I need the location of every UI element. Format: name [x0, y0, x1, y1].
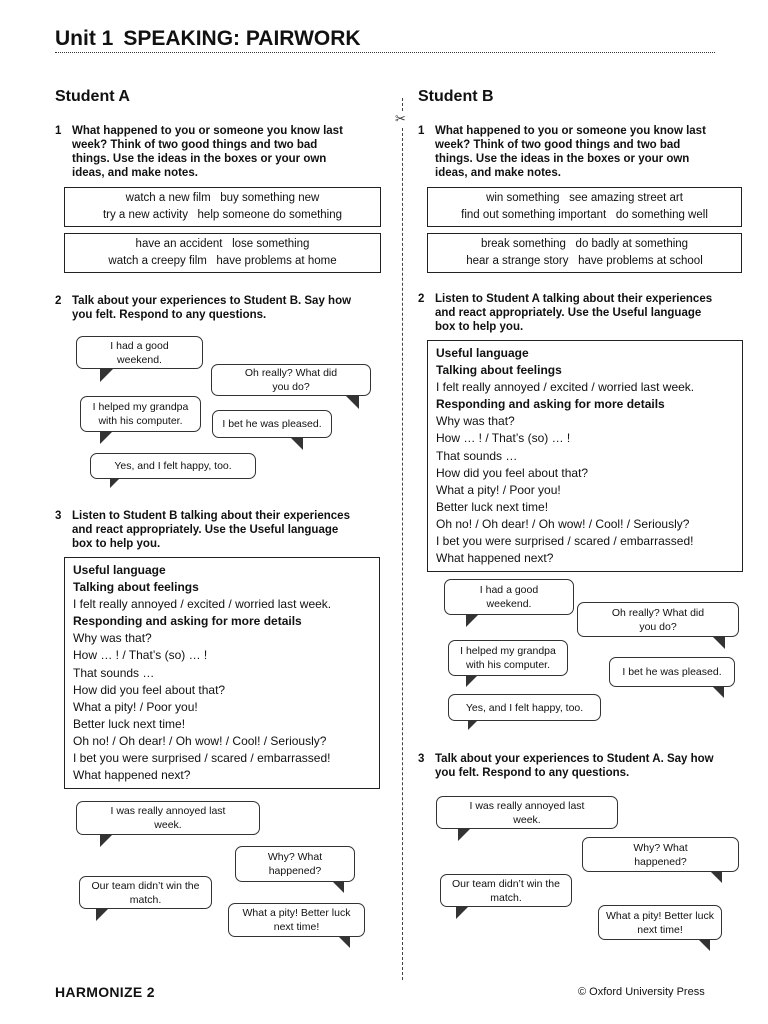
- speech-bubble: [211, 364, 371, 396]
- student-a-bad-ideas-box: [64, 233, 381, 273]
- brand-level: 2: [146, 984, 155, 1000]
- idea-line: find out something important do something well: [461, 209, 708, 221]
- speech-bubble: [448, 694, 601, 721]
- speech-bubble: [80, 396, 201, 432]
- q-number: 1: [418, 125, 425, 137]
- q-text: Talk about your experiences to Student B. Say how you felt. Respond to any questions.: [72, 295, 352, 321]
- speech-bubble: [448, 640, 568, 676]
- useful-subheading: Talking about feelings: [436, 363, 562, 378]
- bubble-tail: [338, 936, 350, 948]
- useful-line: How … ! / That’s (so) … !: [436, 431, 571, 446]
- bubble-tail: [100, 431, 113, 444]
- student-a-q1: [55, 124, 355, 180]
- bubble-tail: [332, 881, 344, 893]
- q-text: Talk about your experiences to Student A. Say how you felt. Respond to any questions.: [435, 753, 714, 779]
- bubble-tail: [96, 908, 109, 921]
- student-b-bad-ideas-box: [427, 233, 742, 273]
- bubble-text: I had a good weekend.: [479, 584, 539, 610]
- useful-line: Why was that?: [73, 631, 152, 646]
- idea-line: watch a creepy film have problems at home: [108, 255, 337, 267]
- speech-bubble: [440, 874, 572, 907]
- useful-line: That sounds …: [73, 665, 155, 680]
- useful-line: Better luck next time!: [436, 499, 549, 514]
- bubble-tail: [712, 686, 724, 698]
- student-a-useful-language-box: [64, 557, 380, 789]
- bubble-tail: [100, 368, 114, 382]
- bubble-text: I helped my grandpa with his computer.: [92, 401, 189, 427]
- useful-line: I bet you were surprised / scared / embarrassed!: [436, 534, 694, 549]
- useful-line: That sounds …: [436, 448, 518, 463]
- student-a-good-ideas-box: [64, 187, 381, 227]
- useful-line: Oh no! / Oh dear! / Oh wow! / Cool! / Seriously?: [73, 733, 327, 748]
- q-text: Listen to Student A talking about their experiences and react appropriately. Use the Useful language box to help you.: [435, 293, 713, 333]
- student-a-q3: [55, 509, 355, 551]
- bubble-text: Yes, and I felt happy, too.: [465, 701, 584, 714]
- brand-name: HARMONIZE: [55, 984, 143, 1000]
- student-b-good-ideas-box: [427, 187, 742, 227]
- speech-bubble: [79, 876, 212, 909]
- useful-line: Better luck next time!: [73, 716, 186, 731]
- q-number: 1: [55, 125, 62, 137]
- useful-line: How … ! / That’s (so) … !: [73, 648, 208, 663]
- q-number: 3: [55, 510, 62, 522]
- bubble-text: I was really annoyed last week.: [469, 799, 585, 826]
- bubble-text: Oh really? What did you do?: [244, 367, 338, 393]
- bubble-text: Why? What happened?: [633, 841, 688, 868]
- idea-line: win something see amazing street art: [486, 192, 683, 204]
- speech-bubble: [444, 579, 574, 615]
- speech-bubble: [577, 602, 739, 637]
- speech-bubble: [76, 336, 203, 369]
- bubble-text: What a pity! Better luck next time!: [606, 909, 714, 936]
- useful-line: How did you feel about that?: [73, 682, 226, 697]
- bubble-text: Our team didn’t win the match.: [91, 879, 200, 906]
- student-b-useful-language-box: [427, 340, 743, 572]
- student-b-q1: [418, 124, 718, 180]
- idea-line: break something do badly at something: [480, 238, 689, 250]
- bubble-text: Yes, and I felt happy, too.: [114, 460, 232, 472]
- useful-line: What happened next?: [73, 768, 191, 783]
- student-a-heading: Student A: [55, 88, 130, 105]
- idea-line: hear a strange story have problems at school: [466, 255, 703, 267]
- title-rule: [55, 52, 715, 53]
- student-b-heading: Student B: [418, 88, 494, 105]
- cut-line: [402, 98, 403, 980]
- useful-line: What happened next?: [436, 551, 554, 566]
- idea-line: have an accident lose something: [135, 238, 310, 250]
- speech-bubble: [228, 903, 365, 937]
- q-number: 2: [55, 295, 62, 307]
- useful-heading: Useful language: [73, 563, 166, 577]
- speech-bubble: [582, 837, 739, 872]
- bubble-tail: [345, 395, 359, 409]
- useful-subheading: Responding and asking for more details: [73, 614, 302, 629]
- bubble-tail: [456, 906, 469, 919]
- useful-line: What a pity! / Poor you!: [436, 482, 561, 497]
- bubble-text: Oh really? What did you do?: [611, 606, 705, 633]
- q-text: What happened to you or someone you know last week? Think of two good things and two bad things. Use the ideas in the boxes or your own ideas, and make notes.: [72, 125, 343, 179]
- speech-bubble: [598, 905, 722, 940]
- footer-brand: [55, 984, 155, 1000]
- useful-subheading: Talking about feelings: [73, 580, 199, 595]
- bubble-tail: [466, 614, 479, 627]
- speech-bubble: [235, 846, 355, 882]
- useful-line: Why was that?: [436, 414, 515, 429]
- q-number: 3: [418, 753, 425, 765]
- speech-bubble: [212, 410, 332, 438]
- useful-line: I felt really annoyed / excited / worried last week.: [73, 597, 332, 612]
- q-number: 2: [418, 293, 425, 305]
- bubble-tail: [466, 675, 478, 687]
- student-b-q2: [418, 292, 718, 334]
- bubble-tail: [100, 834, 113, 847]
- bubble-text: What a pity! Better luck next time!: [242, 907, 351, 933]
- copyright: © Oxford University Press: [578, 986, 705, 998]
- bubble-text: I bet he was pleased.: [222, 418, 322, 430]
- speech-bubble: [436, 796, 618, 829]
- bubble-text: I helped my grandpa with his computer.: [460, 645, 556, 671]
- unit-title: [55, 27, 361, 51]
- bubble-tail: [712, 636, 725, 649]
- bubble-tail: [698, 939, 710, 951]
- bubble-tail: [710, 871, 722, 883]
- speech-bubble: [76, 801, 260, 835]
- q-text: What happened to you or someone you know last week? Think of two good things and two bad things. Use the ideas in the boxes or your own ideas, and make notes.: [435, 125, 706, 179]
- unit-label: Unit 1: [55, 27, 114, 50]
- student-a-q2: [55, 294, 355, 322]
- bubble-text: Our team didn’t win the match.: [452, 877, 560, 904]
- useful-line: Oh no! / Oh dear! / Oh wow! / Cool! / Seriously?: [436, 516, 690, 531]
- speech-bubble: [90, 453, 256, 479]
- bubble-text: Why? What happened?: [267, 851, 323, 877]
- bubble-text: I bet he was pleased.: [622, 666, 722, 678]
- bubble-tail: [290, 437, 303, 450]
- useful-line: How did you feel about that?: [436, 465, 589, 480]
- useful-subheading: Responding and asking for more details: [436, 397, 665, 412]
- bubble-text: I had a good weekend.: [110, 339, 169, 366]
- idea-line: try a new activity help someone do something: [102, 209, 343, 221]
- useful-line: What a pity! / Poor you!: [73, 699, 198, 714]
- bubble-tail: [468, 720, 478, 730]
- idea-line: watch a new film buy something new: [125, 192, 320, 204]
- q-text: Listen to Student B talking about their experiences and react appropriately. Use the Useful language box to help you.: [72, 510, 350, 550]
- useful-heading: Useful language: [436, 346, 529, 360]
- bubble-tail: [110, 478, 120, 488]
- student-b-q3: [418, 752, 718, 780]
- bubble-text: I was really annoyed last week.: [110, 805, 226, 831]
- bubble-tail: [458, 828, 471, 841]
- scissors-icon: ✂: [395, 111, 406, 126]
- useful-line: I bet you were surprised / scared / embarrassed!: [73, 751, 331, 766]
- speech-bubble: [609, 657, 735, 687]
- useful-line: I felt really annoyed / excited / worried last week.: [436, 380, 695, 395]
- page-title: SPEAKING: PAIRWORK: [123, 27, 361, 50]
